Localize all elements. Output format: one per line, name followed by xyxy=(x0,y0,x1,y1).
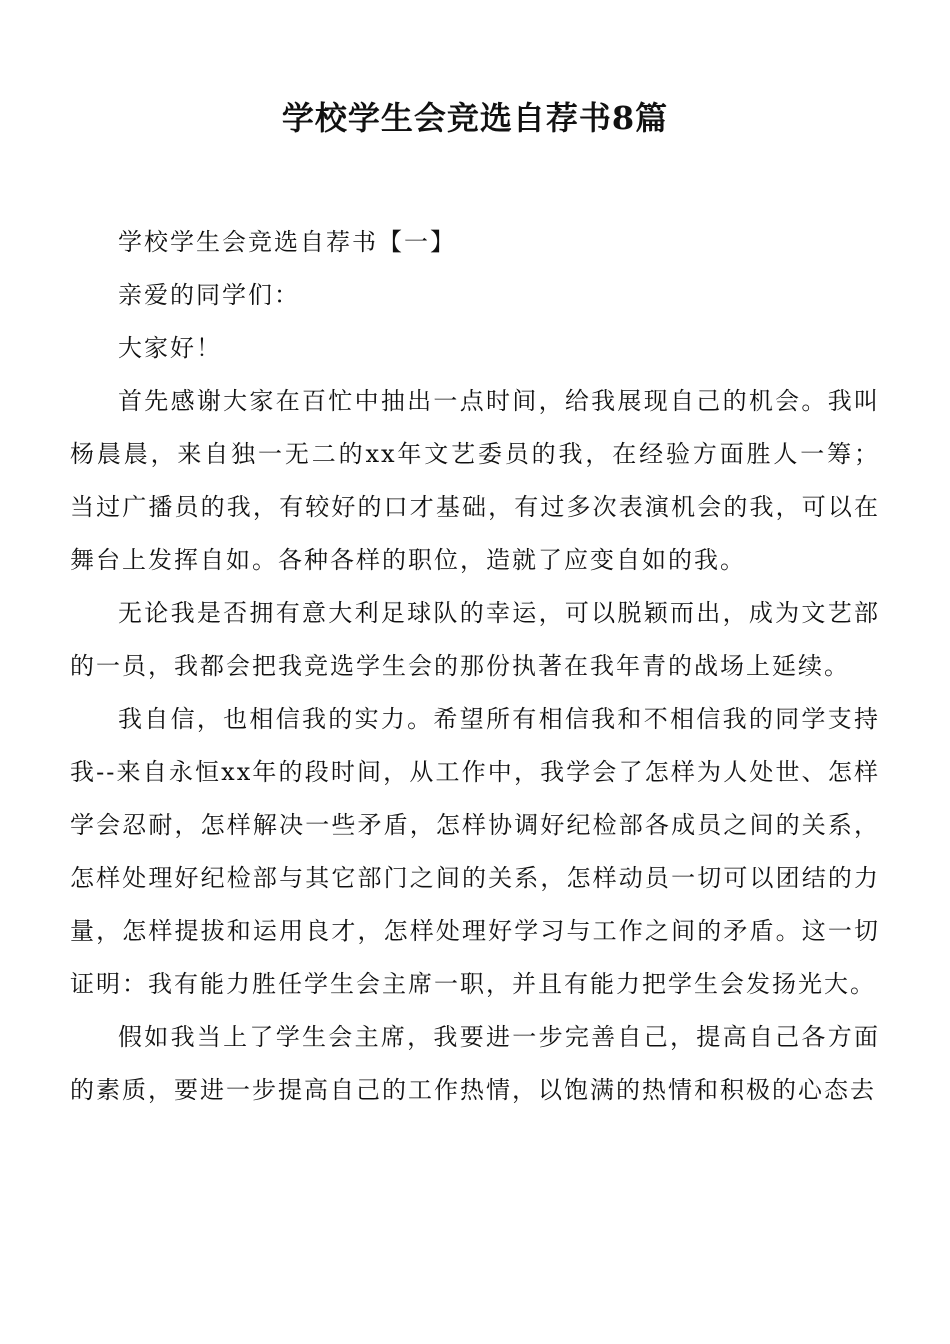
document-body xyxy=(70,216,880,1117)
section-heading: 学校学生会竞选自荐书【一】 xyxy=(118,228,456,256)
body-paragraph: 我自信，也相信我的实力。希望所有相信我和不相信我的同学支持我--来自永恒xx年的段时间，从工作中，我学会了怎样为人处世、怎样学会忍耐，怎样解决一些矛盾，怎样协调好纪检部各成员之间的关系，怎样处理好纪检部与其它部门之间的关系，怎样动员一切可以团结的力量，怎样提拔和运用良才，怎样处理好学习与工作之间的矛盾。这一切证明：我有能力胜任学生会主席一职，并且有能力把学生会发扬光大。 xyxy=(70,705,880,998)
body-paragraph: 无论我是否拥有意大利足球队的幸运，可以脱颖而出，成为文艺部的一员，我都会把我竞选学生会的那份执著在我年青的战场上延续。 xyxy=(70,599,880,680)
salutation: 亲爱的同学们： xyxy=(118,281,300,309)
document-title: 学校学生会竞选自荐书8篇 xyxy=(281,99,669,137)
body-paragraph: 首先感谢大家在百忙中抽出一点时间，给我展现自己的机会。我叫杨晨晨，来自独一无二的xx年文艺委员的我，在经验方面胜人一筹；当过广播员的我，有较好的口才基础，有过多次表演机会的我，可以在舞台上发挥自如。各种各样的职位，造就了应变自如的我。 xyxy=(70,387,880,574)
body-paragraph: 假如我当上了学生会主席，我要进一步完善自己，提高自己各方面的素质，要进一步提高自己的工作热情，以饱满的热情和积极的心态去 xyxy=(70,1023,880,1104)
greeting: 大家好！ xyxy=(118,334,222,362)
